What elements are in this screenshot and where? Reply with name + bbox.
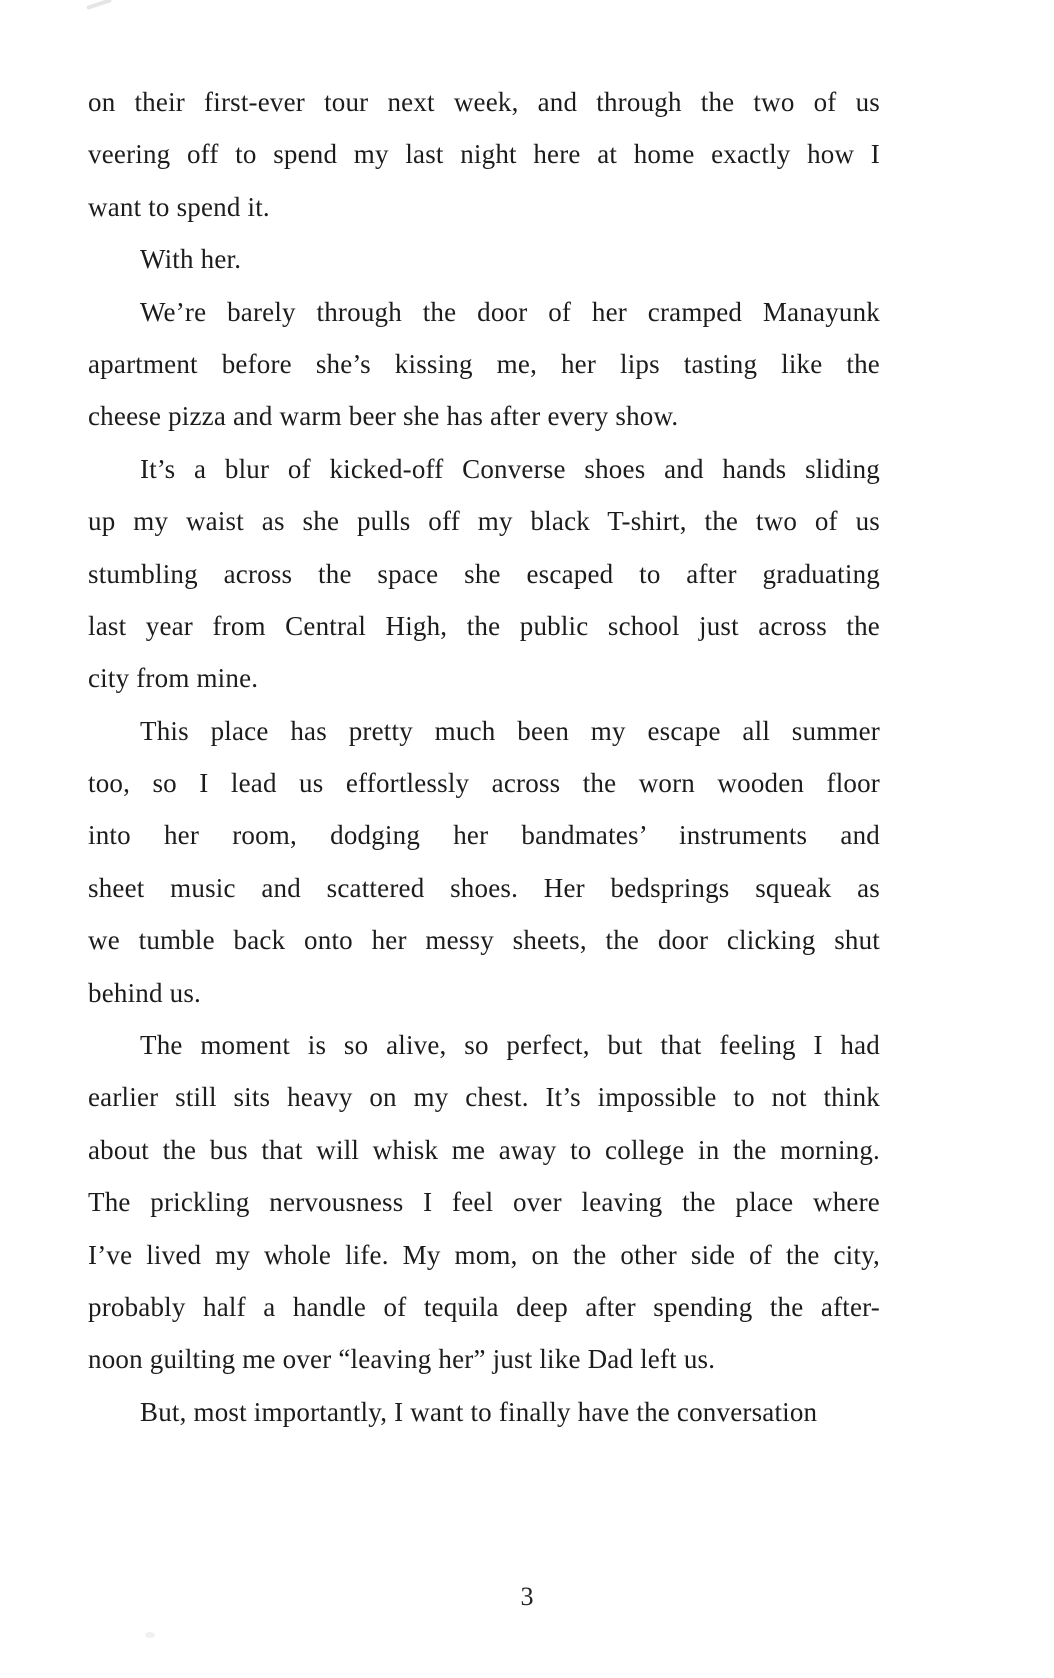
- text-line: want to spend it.: [88, 191, 270, 222]
- paragraph: [88, 1019, 880, 1386]
- text-line: too, so I lead us effortlessly across the worn wooden floor: [88, 768, 880, 799]
- paragraph: [88, 1386, 880, 1438]
- paragraph: [88, 443, 880, 705]
- text-line: veering off to spend my last night here at home exactly how I: [88, 139, 880, 170]
- text-line: noon guilting me over “leaving her” just like Dad left us.: [88, 1344, 716, 1375]
- text-line: on their first-ever tour next week, and through the two of us: [88, 87, 880, 117]
- paragraph: [88, 76, 880, 233]
- text-line: about the bus that will whisk me away to college in the morning.: [88, 1134, 880, 1165]
- text-line: stumbling across the space she escaped to after graduating: [88, 558, 880, 589]
- text-line: behind us.: [88, 977, 201, 1008]
- text-line: With her.: [140, 244, 242, 275]
- text-line: The prickling nervousness I feel over leaving the place where: [88, 1187, 880, 1218]
- text-line: probably half a handle of tequila deep after spending the after-: [88, 1291, 880, 1322]
- text-line: into her room, dodging her bandmates’ instruments and: [88, 820, 880, 851]
- text-line: It’s a blur of kicked-off Converse shoes and hands sliding: [140, 453, 880, 484]
- text-line: This place has pretty much been my escape all summer: [140, 715, 880, 746]
- text-line: apartment before she’s kissing me, her lips tasting like the: [88, 348, 880, 379]
- text-line: we tumble back onto her messy sheets, the door clicking shut: [88, 925, 880, 956]
- text-line: But, most importantly, I want to finally have the conversation: [140, 1396, 818, 1427]
- text-line: We’re barely through the door of her cramped Manayunk: [140, 296, 880, 327]
- text-line: last year from Central High, the public school just across the: [88, 610, 880, 641]
- text-line: The moment is so alive, so perfect, but that feeling I had: [140, 1030, 880, 1061]
- text-line: earlier still sits heavy on my chest. It’s impossible to not think: [88, 1082, 880, 1113]
- text-line: city from mine.: [88, 663, 259, 694]
- page-number: 3: [520, 1582, 534, 1611]
- paragraph: [88, 705, 880, 1019]
- scan-artifact-bottom: [145, 1632, 155, 1638]
- paragraph: [88, 233, 880, 285]
- text-block: [88, 76, 880, 1438]
- text-line: cheese pizza and warm beer she has after every show.: [88, 401, 679, 432]
- text-line: sheet music and scattered shoes. Her bedsprings squeak as: [88, 872, 880, 903]
- text-line: up my waist as she pulls off my black T-shirt, the two of us: [88, 506, 880, 537]
- text-line: I’ve lived my whole life. My mom, on the other side of the city,: [88, 1239, 880, 1270]
- paragraph: [88, 286, 880, 443]
- scan-artifact-top: [86, 0, 112, 10]
